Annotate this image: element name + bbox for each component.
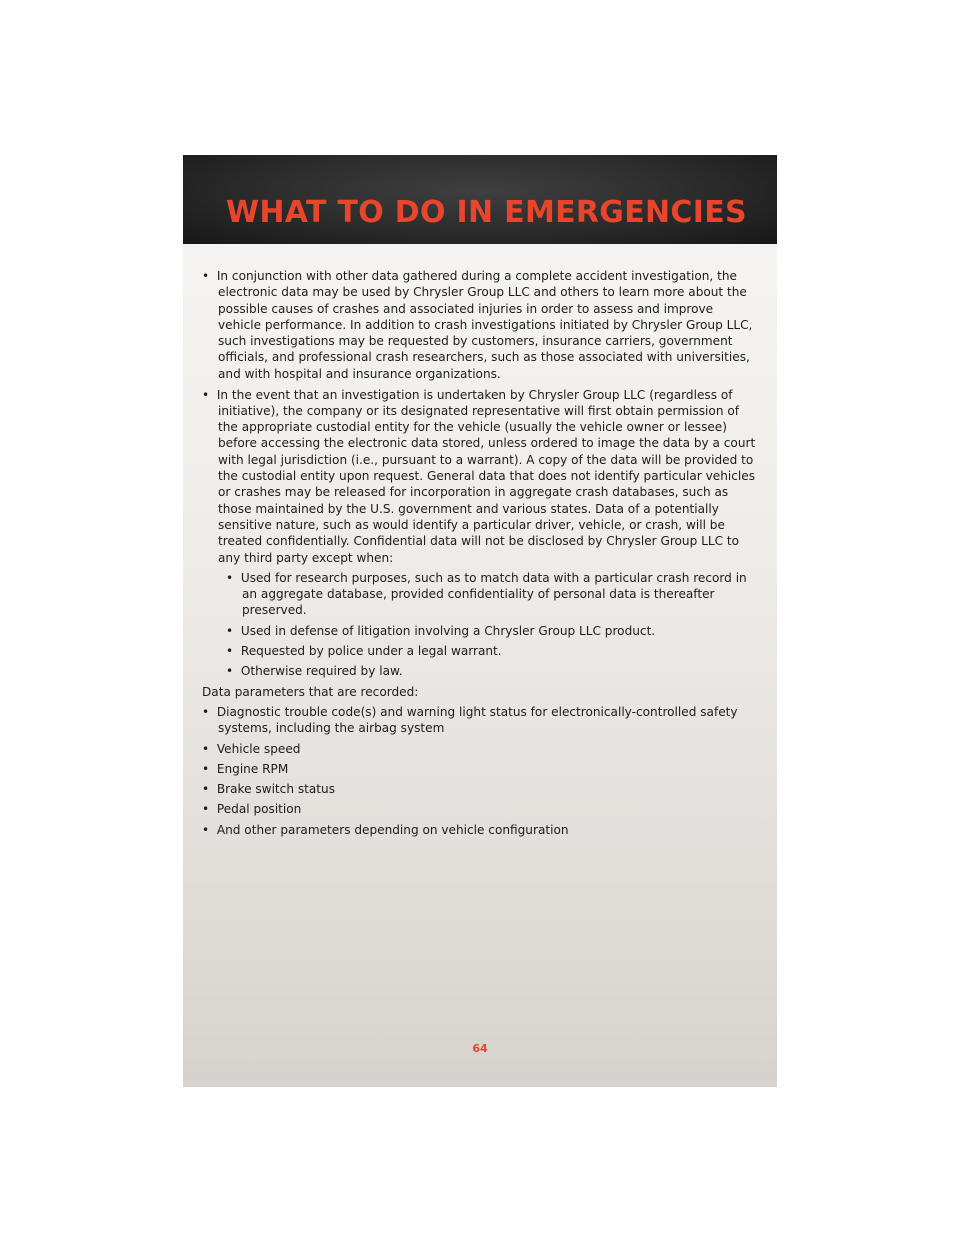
list-item-parameter: • Vehicle speed	[202, 741, 301, 756]
list-item-exception: • Otherwise required by law.	[226, 664, 403, 679]
list-item-parameter: • Diagnostic trouble code(s) and warning light status for electronically-controlled safety systems, including the airbag system	[202, 704, 738, 736]
section-title: WHAT TO DO IN EMERGENCIES	[226, 195, 747, 230]
bullet-glyph: •	[202, 761, 210, 776]
page-number: 64	[472, 1042, 488, 1055]
bullet-glyph: •	[202, 741, 210, 756]
paragraph-investigation-use: • In conjunction with other data gathered during a complete accident investigation, the electronic data may be used by Chrysler Group LLC and others to learn more about the possible causes of crashes and associated injuries in order to assess and improve vehicle performance. In addition to crash investigations initiated by Chrysler Group LLC, such investigations may be requested by customers, insurance carriers, government officials, and professional crash researchers, such as those associated with universities, and with hospital and insurance organizations.	[202, 269, 753, 381]
section-header	[183, 155, 777, 244]
bullet-glyph: •	[202, 782, 210, 797]
list-item-parameter: • And other parameters depending on vehicle configuration	[202, 822, 569, 837]
parameters-heading: Data parameters that are recorded:	[202, 684, 419, 699]
bullet-glyph: •	[202, 704, 210, 719]
list-item-exception: • Requested by police under a legal warrant.	[226, 644, 502, 659]
manual-page	[183, 155, 777, 1087]
bullet-glyph: •	[226, 664, 234, 679]
list-item-parameter: • Engine RPM	[202, 761, 289, 776]
bullet-glyph: •	[226, 623, 234, 638]
list-item-exception: • Used for research purposes, such as to match data with a particular crash record in an aggregate database, provided confidentiality of personal data is thereafter preserved.	[226, 570, 747, 618]
list-item-parameter: • Brake switch status	[202, 782, 335, 797]
bullet-glyph: •	[202, 802, 210, 817]
list-item-exception: • Used in defense of litigation involving a Chrysler Group LLC product.	[226, 623, 656, 638]
paragraph-investigation-permission: • In the event that an investigation is undertaken by Chrysler Group LLC (regardless of initiative), the company or its designated representative will first obtain permission of the appropriate custodial entity for the vehicle (usually the vehicle owner or lessee) before accessing the electronic data stored, unless ordered to image the data by a court with legal jurisdiction (i.e., pursuant to a warrant). A copy of the data will be provided to the custodial entity upon request. General data that does not identify particular vehicles or crashes may be released for incorporation in aggregate crash databases, such as those maintained by the U.S. government and various states. Data of a potentially sensitive nature, such as would identify a particular driver, vehicle, or crash, will be treated confidentially. Confidential data will not be disclosed by Chrysler Group LLC to any third party except when:	[202, 387, 756, 565]
bullet-glyph: •	[202, 269, 210, 283]
list-item-parameter: • Pedal position	[202, 802, 302, 817]
page-content	[202, 268, 758, 842]
bullet-glyph: •	[202, 822, 210, 837]
bullet-glyph: •	[226, 570, 234, 585]
bullet-glyph: •	[226, 644, 234, 659]
bullet-glyph: •	[202, 387, 210, 402]
